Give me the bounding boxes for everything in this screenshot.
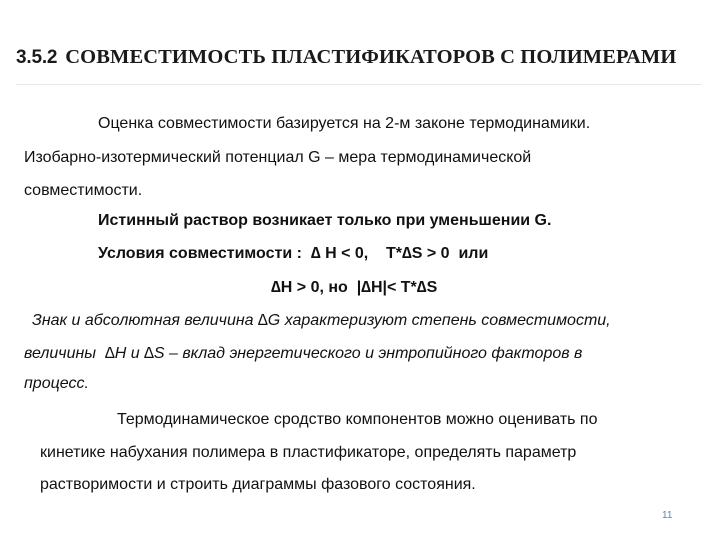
paragraph1-line3: совместимости.	[24, 182, 143, 199]
section-heading	[16, 46, 676, 69]
paragraph2-line1: Знак и абсолютная величина ∆G характеризуют степень совместимости,	[32, 312, 611, 329]
paragraph1-line2: Изобарно-изотермический потенциал G – мера термодинамической	[24, 149, 532, 166]
page-number: 11	[662, 510, 673, 521]
paragraph3-line2: кинетике набухания полимера в пластификаторе, определять параметр	[40, 444, 577, 461]
paragraph3-line3: растворимости и строить диаграммы фазового состояния.	[40, 476, 476, 493]
paragraph3-line1: Термодинамическое сродство компонентов можно оценивать по	[117, 411, 598, 428]
paragraph2-line3: процесс.	[24, 375, 89, 392]
compatibility-conditions-line1: Условия совместимости : ∆ H < 0, T*∆S > 0 или	[98, 245, 489, 262]
heading-divider	[16, 84, 702, 85]
paragraph2-line2: величины ∆H и ∆S – вклад энергетического и энтропийного факторов в	[24, 345, 583, 362]
true-solution-statement: Истинный раствор возникает только при уменьшении G.	[98, 212, 552, 229]
section-number: 3.5.2	[16, 47, 58, 68]
paragraph1-line1: Оценка совместимости базируется на 2-м законе термодинамики.	[98, 115, 591, 132]
compatibility-conditions-line2: ∆H > 0, но |∆H|< T*∆S	[271, 279, 438, 296]
section-title: СОВМЕСТИМОСТЬ ПЛАСТИФИКАТОРОВ С ПОЛИМЕРАМИ	[65, 46, 677, 68]
